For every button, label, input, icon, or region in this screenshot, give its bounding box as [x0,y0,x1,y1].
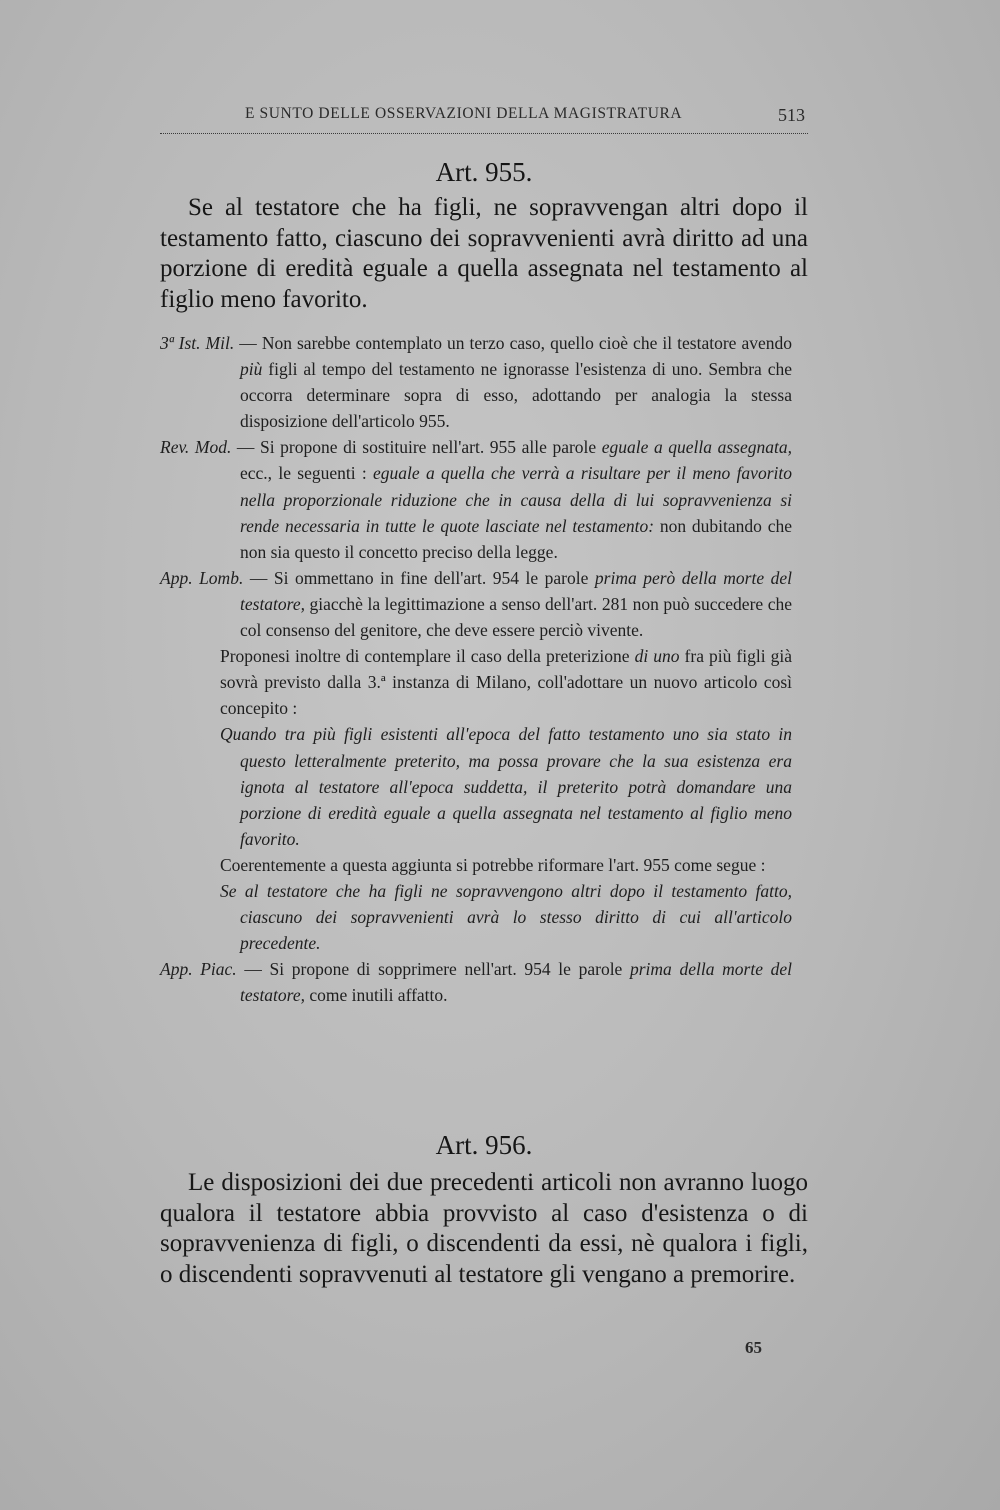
note-text: ecc., le seguenti : [240,463,374,484]
note-app-lomb-quote1: Quando tra più figli esistenti all'epoca del fatto testamento uno sia stato in questo letteralmente preterito, ma possa provare che la sua esistenza era ignota al testatore all'epoca suddetta, il preterito potrà domandare una porzione di eredità eguale a quella assegnata nel testamento al figlio meno favorito. [220,724,792,849]
note-app-piac [160,956,792,1008]
notes-block [160,330,792,1008]
note-text: Si propone di sopprimere nell'art. 954 le parole [269,959,630,980]
note-dash: — [234,333,262,353]
note-label: 3ª Ist. Mil. [160,333,235,353]
note-dash: — [231,437,260,458]
note-text: fra più figli già sovrà previsto dalla 3.ª instanza di Milano, coll'adottare un nuovo articolo così concepito : [220,646,793,719]
note-text: Non sarebbe contemplato un terzo caso, quello cioè che il testatore avendo [261,333,793,353]
note-text: giacchè la legittimazione a senso dell'art. 281 non può succedere che col consenso del genitore, che deve essere perciò vivente. [240,593,792,641]
note-text: Proponesi inoltre di contemplare il caso della preterizione [220,646,635,667]
page-number: 513 [778,105,805,125]
article-955-text: Se al testatore che ha figli, ne sopravvengan altri dopo il testamento fatto, ciascuno dei sopravvenienti avrà diritto ad una porzione di eredità eguale a quella assegnata nel testamento al figlio meno favorito. [160,194,808,313]
note-text: non dubitando che non sia questo il concetto preciso della legge. [240,515,792,562]
note-text: Si ommettano in fine dell'art. 954 le parole [273,567,595,588]
note-italic-text: prima però della morte del testatore, [240,567,793,614]
note-app-lomb-para2 [160,643,792,721]
article-956-text: Le disposizioni dei due precedenti articoli non avranno luogo qualora il testatore abbia provvisto al caso d'esistenza o di sopravvenienza di figli, o discendenti da essi, nè qualora i figli, o discendenti sopravvenuti al testatore gli vengano a premorire. [160,1169,808,1288]
note-rev-mod [160,434,792,564]
note-italic-text: di uno [634,646,680,667]
note-label: Rev. Mod. [160,437,232,458]
running-title: E SUNTO DELLE OSSERVAZIONI DELLA MAGISTRATURA [245,105,683,122]
note-label: App. Lomb. [160,567,244,588]
article-956-title: Art. 956. [435,1130,533,1160]
signature-mark: 65 [745,1338,762,1357]
note-italic-text: più [240,359,263,380]
note-italic-text: prima della morte del testatore, [240,959,793,1006]
note-text: Si propone di sostituire nell'art. 955 alle parole [259,437,602,458]
note-app-lomb [160,565,792,643]
note-text: come inutili affatto. [304,985,448,1006]
header-rule [160,133,808,134]
article-955-title: Art. 955. [435,157,533,187]
note-dash: — [236,959,270,980]
note-app-lomb-quote2: Se al testatore che ha figli ne sopravvengono altri dopo il testamento fatto, ciascuno dei sopravvenienti avrà lo stesso diritto di cui all'articolo precedente. [220,880,792,954]
note-app-lomb-para3: Coerentemente a questa aggiunta si potrebbe riformare l'art. 955 come segue : [220,854,766,875]
article-956-body [160,1168,808,1290]
note-label: App. Piac. [160,959,237,980]
note-italic-text: eguale a quella assegnata, [601,437,792,458]
note-ist-mil [160,330,792,434]
article-955-body [160,193,808,315]
note-dash: — [243,567,274,588]
note-text: figli al tempo del testamento ne ignorasse l'esistenza di uno. Sembra che occorra determinare sopra di esso, adottando per analogia la stessa disposizione dell'articolo 955. [240,359,792,432]
note-italic-text: eguale a quella che verrà a risultare per il meno favorito nella proporzionale riduzione che in causa della di lui sopravvenienza si rende necessaria in tutte le quote lasciate nel testamento: [240,463,792,536]
